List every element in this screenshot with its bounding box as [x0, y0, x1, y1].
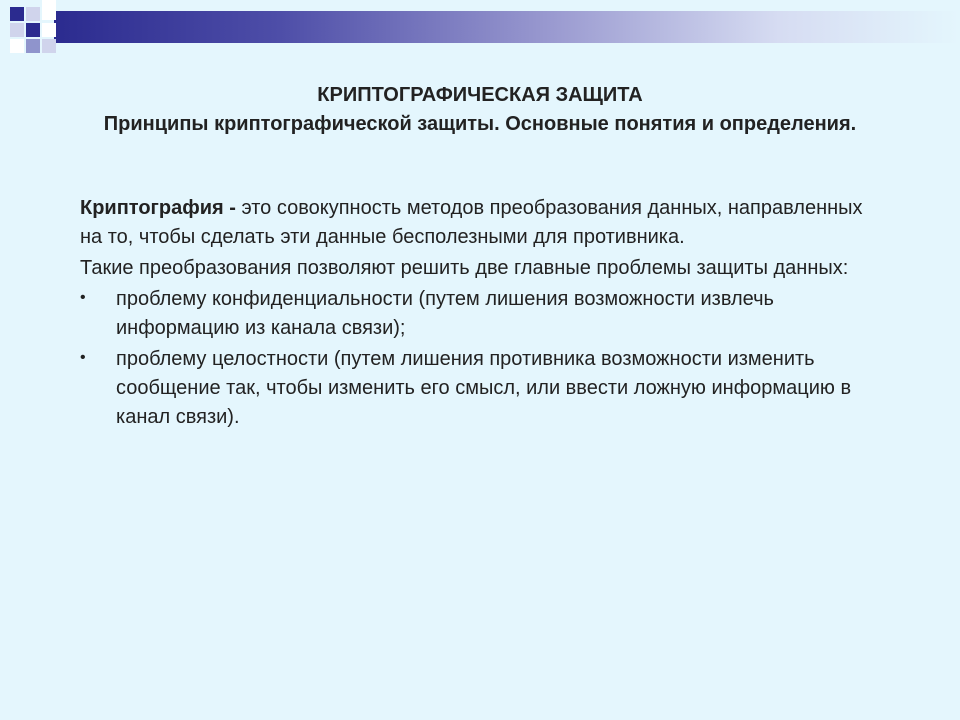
deco-square [42, 39, 56, 53]
header-gradient-bar [54, 11, 960, 43]
deco-square [10, 23, 24, 37]
bullet-icon: • [80, 289, 86, 306]
header-decoration [0, 0, 960, 80]
deco-square [42, 0, 56, 20]
definition-term: Криптография - [80, 197, 236, 219]
definition-text: это совокупность методов преобразования данных, направленных на то, чтобы сделать эти данные бесполезными для противника. [80, 197, 863, 248]
slide-subtitle: Принципы криптографической защиты. Основные понятия и определения. [103, 113, 857, 135]
deco-square [26, 23, 40, 37]
problems-list [80, 285, 870, 432]
list-item-text: проблему конфиденциальности (путем лишения возможности извлечь информацию из канала связи); [116, 288, 774, 339]
definition-paragraph [80, 194, 870, 252]
problems-intro: Такие преобразования позволяют решить две главные проблемы защиты данных: [80, 257, 849, 279]
slide-body [80, 194, 870, 434]
deco-square [10, 7, 24, 21]
deco-square [10, 39, 24, 53]
list-item [80, 345, 870, 432]
deco-square [26, 39, 40, 53]
deco-square [26, 7, 40, 21]
list-item [80, 285, 870, 343]
bullet-icon: • [80, 349, 86, 366]
slide-title: КРИПТОГРАФИЧЕСКАЯ ЗАЩИТА [317, 84, 643, 106]
deco-square [42, 23, 56, 37]
list-item-text: проблему целостности (путем лишения противника возможности изменить сообщение так, чтобы изменить его смысл, или ввести ложную информацию в канал связи). [116, 348, 852, 428]
